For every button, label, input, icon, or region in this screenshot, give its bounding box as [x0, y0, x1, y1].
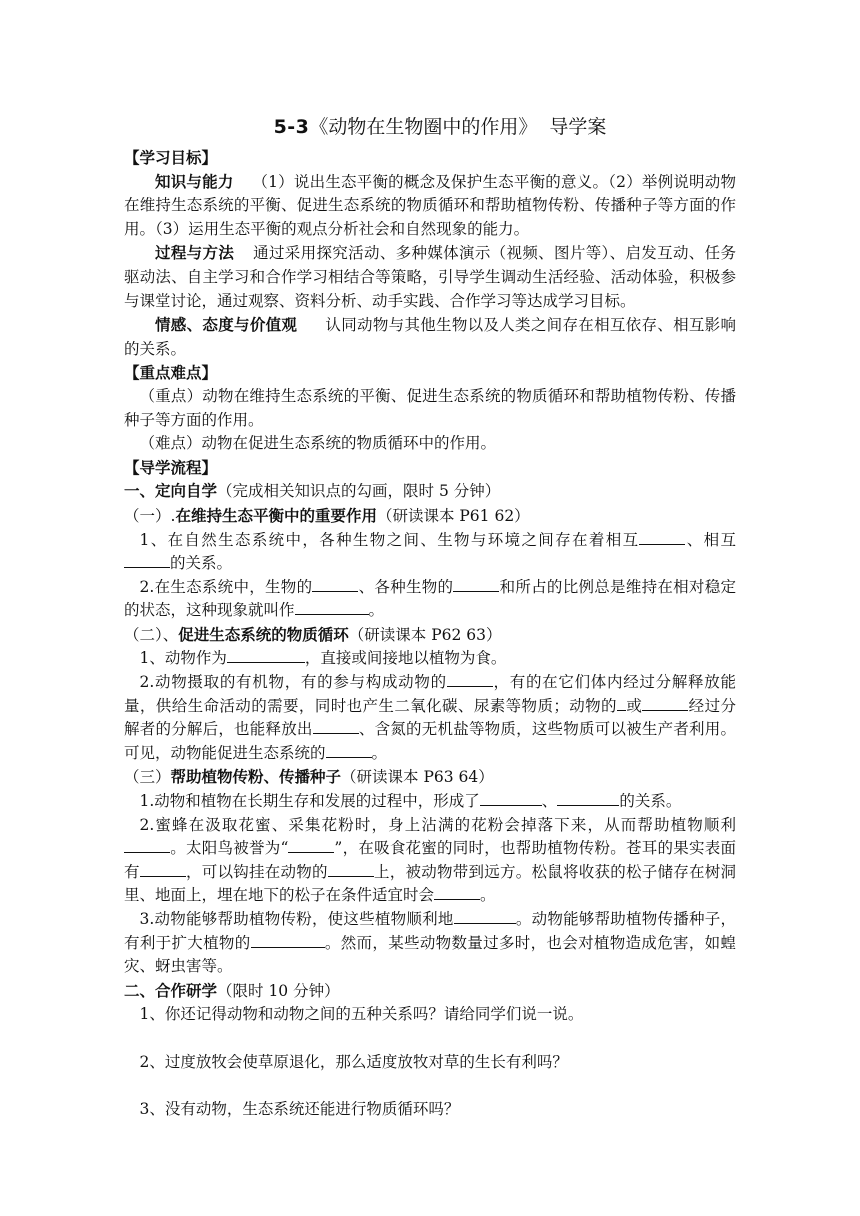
sec2-prefix: （二）、	[124, 625, 179, 644]
question-text: 的关系。	[170, 554, 233, 573]
answer-space[interactable]	[124, 1074, 736, 1098]
question-text: 3.动物能够帮助植物传粉，使这些植物顺利地	[139, 910, 454, 928]
answer-blank[interactable]	[434, 884, 480, 900]
question-text: 、	[541, 792, 558, 811]
question-text: 。太阳鸟被誉为“	[170, 839, 289, 858]
question-text: 和所占的比例总是维持在相对稳定的状态，这种现象就叫作	[124, 577, 736, 620]
sec1-label: 在维持生态平衡中的重要作用	[175, 505, 377, 525]
sec3-label: 帮助植物传粉、传播种子	[170, 767, 342, 787]
process-text: 通过采用探究活动、多种媒体演示（视频、图片等）、启发互动、任务驱动法、自主学习和合作学习相结合等策略，引导学生调动生活经验、活动体验，积极参与课堂讨论，通过观察、资料分析、动手实践、合作学习等达成学习目标。	[124, 244, 736, 310]
part1-note: （完成相关知识点的勾画，限时 5 分钟）	[217, 482, 501, 501]
answer-blank[interactable]	[251, 932, 325, 948]
objectives-heading: 【学习目标】	[124, 148, 218, 167]
page-title	[124, 112, 736, 142]
answer-blank[interactable]	[454, 908, 516, 924]
sec2-heading	[124, 623, 736, 648]
sec2-question-2	[124, 671, 736, 765]
part2-label: 二、合作研学	[124, 980, 218, 1000]
sec1-heading	[124, 504, 736, 529]
question-text: 2.动物摄取的有机物，有的参与构成动物的	[139, 673, 447, 692]
question-text: 。	[368, 601, 385, 620]
answer-blank[interactable]	[124, 552, 170, 568]
answer-blank[interactable]	[617, 695, 626, 711]
emotion-text: 认同动物与其他生物以及人类之间存在相互依存、相互影响的关系。	[124, 316, 736, 358]
answer-blank[interactable]	[313, 718, 359, 734]
answer-blank[interactable]	[312, 576, 358, 592]
question-text: 。	[480, 886, 496, 905]
sec3-question-1	[124, 790, 736, 814]
sec3-question-2	[124, 814, 736, 908]
answer-blank[interactable]	[557, 790, 619, 806]
question-text: 、含氮的无机盐等物质，这些物质可以被生产者利用。可见，动物能促进生态系统的	[124, 720, 736, 762]
question-text: ，有的在它们体内经过分解释放能量，供给生命活动的需要，同时也产生二氧化碳、尿素等物质；动物的	[124, 673, 736, 715]
part2-note: （限时 10 分钟）	[217, 981, 340, 1000]
question-text: 的关系。	[619, 792, 682, 811]
answer-blank[interactable]	[642, 695, 688, 711]
sec2-label: 促进生态系统的物质循环	[178, 624, 349, 644]
question-text: 1.动物和植物在长期生存和发展的过程中，形成了	[139, 792, 480, 811]
objective-emotion	[124, 313, 736, 361]
answer-blank[interactable]	[480, 790, 542, 806]
sec2-ref: （研读课本 P62 63）	[348, 625, 502, 644]
part1-heading	[124, 479, 736, 504]
answer-blank[interactable]	[639, 529, 685, 545]
question-text: 。动物能够帮助植物传播种子，有利于扩大植物的	[124, 910, 736, 952]
question-text: 2.蜜蜂在汲取花蜜、采集花粉时，身上沾满的花粉会掉落下来，从而帮助植物顺利	[139, 815, 736, 834]
answer-blank[interactable]	[140, 861, 186, 877]
question-text: ”，在吸食花蜜的同时，也帮助植物传粉。苍耳的果实表面有	[124, 839, 736, 881]
question-text: 1、在自然生态系统中，各种生物之间、生物与环境之间存在着相互	[139, 530, 640, 549]
objective-knowledge	[124, 170, 736, 242]
answer-blank[interactable]	[453, 576, 499, 592]
answer-space[interactable]	[124, 1027, 736, 1051]
part1-label: 一、定向自学	[124, 481, 218, 501]
title-suffix: 导学案	[549, 116, 607, 138]
answer-blank[interactable]	[295, 599, 369, 615]
knowledge-label: 知识与能力	[155, 171, 234, 191]
question-text: ，直接或间接地以植物为食。	[304, 649, 507, 668]
answer-blank[interactable]	[326, 742, 372, 758]
emotion-label: 情感、态度与价值观	[155, 315, 298, 335]
question-text: 2.在生态系统中，生物的	[139, 577, 313, 596]
difficult-point: （难点）动物在促进生态系统的物质循环中的作用。	[139, 434, 497, 453]
flow-heading: 【导学流程】	[124, 457, 218, 477]
sec2-question-1	[124, 647, 736, 671]
knowledge-text: （1）说出生态平衡的概念及保护生态平衡的意义。（2）举例说明动物在维持生态系统的平衡、促进生态系统的物质循环和帮助植物传粉、传播种子等方面的作用。（3）运用生态平衡的观点分析社会和自然现象的能力。	[124, 172, 736, 238]
title-main: 《动物在生物圈中的作用》	[309, 116, 538, 138]
sec3-heading	[124, 765, 736, 790]
question-text: 。然而，某些动物数量过多时，也会对植物造成危害，如蝗灾、蚜虫害等。	[124, 933, 736, 976]
part2-question-1: 1、你还记得动物和动物之间的五种关系吗？请给同学们说一说。	[139, 1005, 584, 1024]
sec1-question-1	[124, 529, 736, 576]
sec3-prefix: （三）	[124, 768, 171, 787]
question-text: 、相互	[685, 530, 736, 549]
question-text: ，可以钩挂在动物的	[185, 862, 328, 881]
question-text: 1、动物作为	[139, 649, 227, 668]
answer-blank[interactable]	[288, 837, 334, 853]
sec1-ref: （研读课本 P61 62）	[376, 506, 530, 525]
answer-blank[interactable]	[227, 647, 305, 663]
sec1-question-2	[124, 576, 736, 623]
question-text: 。	[371, 743, 388, 762]
key-point: （重点）动物在维持生态系统的平衡、促进生态系统的物质循环和帮助植物传粉、传播种子等方面的作用。	[124, 386, 736, 429]
part2-question-2: 2、过度放牧会使草原退化，那么适度放牧对草的生长有利吗？	[139, 1052, 568, 1071]
part2-question-3: 3、没有动物，生态系统还能进行物质循环吗？	[139, 1099, 460, 1118]
question-text: 或	[625, 696, 643, 715]
sec3-ref: （研读课本 P63 64）	[341, 768, 494, 787]
objective-process	[124, 241, 736, 313]
sec1-prefix: （一）.	[124, 506, 176, 525]
keypoints-heading: 【重点难点】	[124, 363, 218, 383]
document-body	[124, 112, 736, 1121]
question-text: 上，被动物带到远方。松鼠将收获的松子储存在树洞里、地面上，埋在地下的松子在条件适宜时会	[124, 862, 736, 905]
process-label: 过程与方法	[155, 243, 235, 263]
title-code: 5-3	[273, 116, 310, 138]
part2-heading	[124, 979, 736, 1004]
answer-blank[interactable]	[328, 861, 374, 877]
answer-blank[interactable]	[124, 837, 170, 853]
question-text: 经过分解者的分解后，也能释放出	[124, 696, 736, 739]
sec3-question-3	[124, 908, 736, 979]
question-text: 、各种生物的	[358, 577, 454, 596]
answer-blank[interactable]	[447, 671, 493, 687]
